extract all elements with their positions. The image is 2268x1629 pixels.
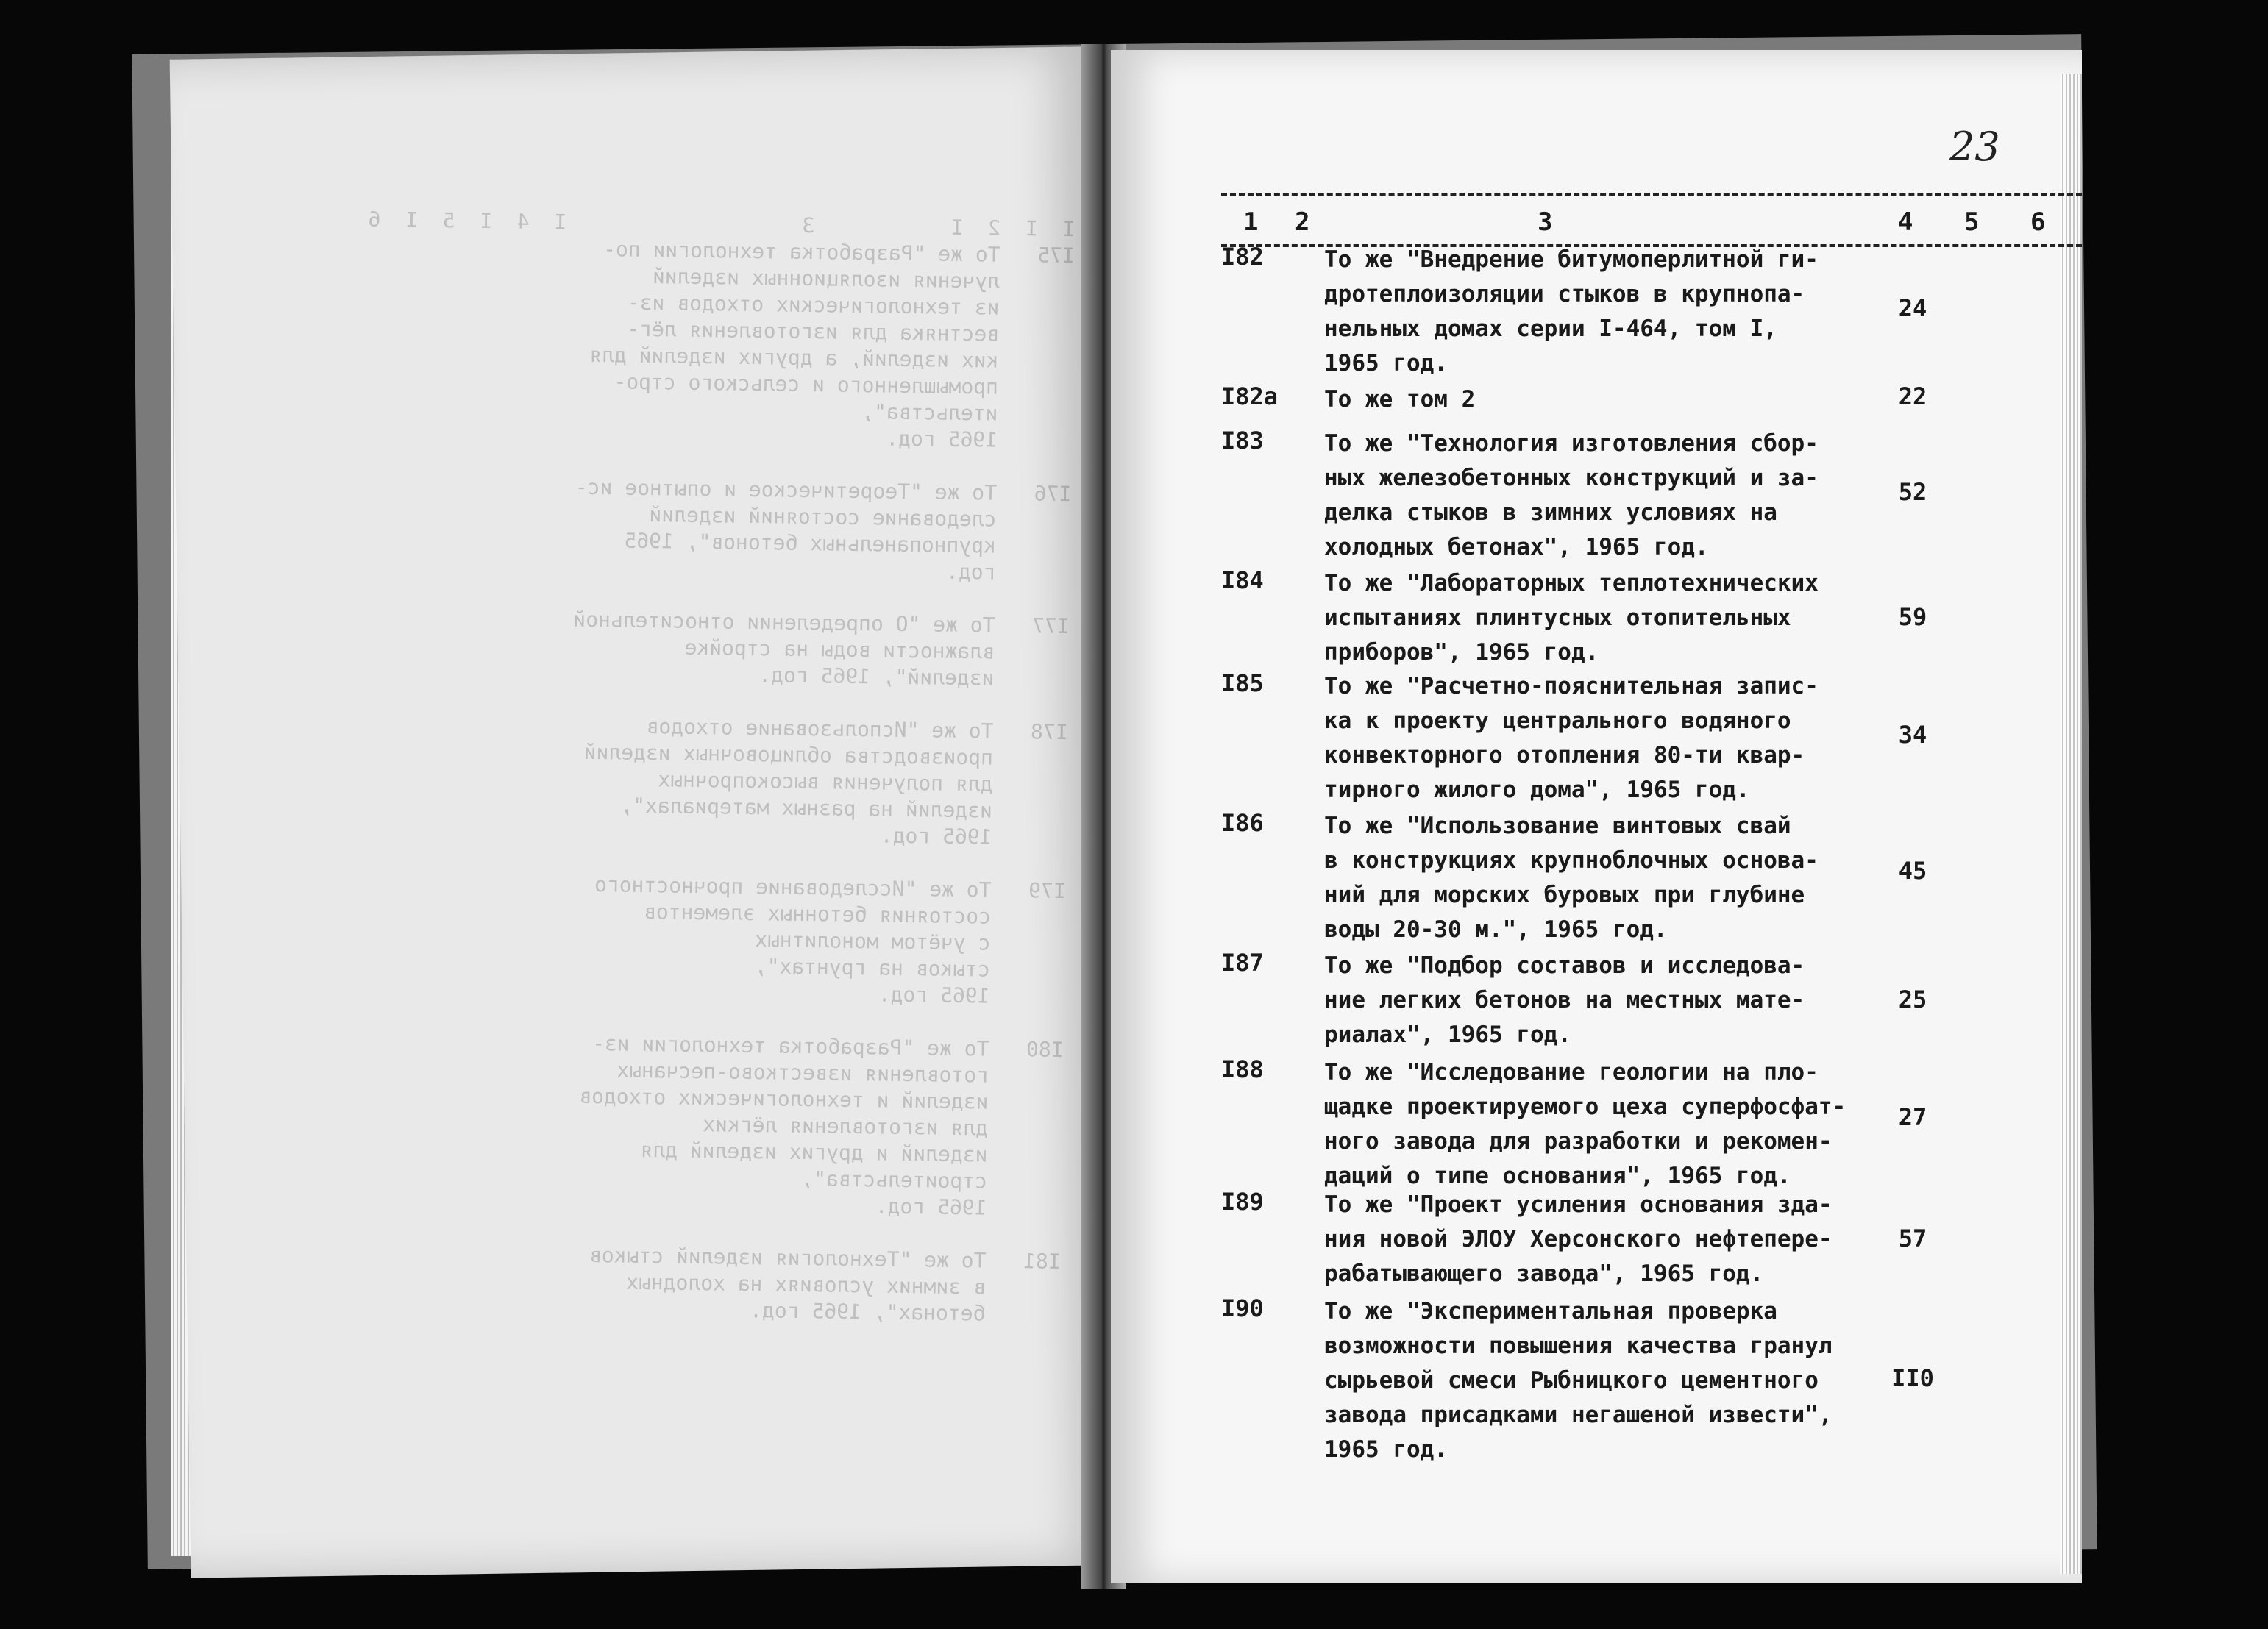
entry-description: То же "Подбор составов и исследова- ние легких бетонов на местных мате- риалах", 1965 год. [1324, 952, 1805, 1048]
entry-number: I84 [1221, 566, 1264, 594]
entry-description: То же "Экспериментальная проверка возможности повышения качества гранул сырьевой смеси Рыбницкого цементного завода присадками негашеной извести", 1965 год. [1324, 1298, 1832, 1463]
entry-description: То же "Расчетно-пояснительная запис- ка к проекту центрального водяного конвекторного отопления 80-ти квар- тирного жилого дома", 1965 год. [1324, 673, 1819, 803]
entry-description: То же том 2 [1324, 386, 1476, 413]
entry-pages: 34 [1898, 721, 1927, 749]
entry-pages: II0 [1891, 1364, 1934, 1392]
entry-pages: 52 [1898, 478, 1927, 506]
column-header-3: 3 [1538, 207, 1553, 237]
table-body [1221, 243, 2060, 1464]
column-header-4: 4 [1898, 207, 1913, 237]
entry-pages: 57 [1898, 1225, 1927, 1252]
entry-pages: 45 [1898, 857, 1927, 885]
left-page [170, 46, 1107, 1578]
entry-number: I88 [1221, 1055, 1264, 1083]
entry-description: То же "Технология изготовления сбор- ных железобетонных конструкций и за- делка стыков в зимних условиях на холодных бетонах", 1965 год. [1324, 430, 1819, 560]
entry-pages: 24 [1898, 294, 1927, 322]
column-header-5: 5 [1964, 207, 1980, 237]
table-top-rule [1221, 193, 2082, 196]
right-page-edges [2060, 74, 2082, 1574]
column-header-1: 1 [1243, 207, 1259, 237]
table-header [1221, 207, 2067, 244]
entry-pages: 27 [1898, 1103, 1927, 1131]
entry-number: I90 [1221, 1294, 1264, 1322]
entry-number: I85 [1221, 669, 1264, 697]
entry-number: I89 [1221, 1188, 1264, 1216]
column-header-2: 2 [1295, 207, 1310, 237]
entry-description: То же "Использование винтовых свай в конструкциях крупноблочных основа- ний для морских буровых при глубине воды 20-30 м.", 1965 год. [1324, 813, 1819, 943]
entry-number: I86 [1221, 809, 1264, 837]
entry-number: I82а [1221, 382, 1279, 410]
entry-pages: 22 [1898, 382, 1927, 410]
entry-description: То же "Внедрение битумоперлитной ги- дротеплоизоляции стыков в крупнопа- нельных домах серии I-464, том I, 1965 год. [1324, 246, 1819, 377]
entry-number: I83 [1221, 427, 1264, 455]
left-page-bleed-through: I I 2 I 3 I 4 I 5 I 6 I75 То же "Разработка технологии по- лучения изоляционных изделий из технологических отходов из- вестняка для изготовления лёг- ких изделий, а других изделий для промышленного и сельского стро- ительства", 1965 год. I76 То же "Теоретическое и опытное ис- следование состояний изделий крупнопанельных бетонов", 1965 год. I77 То же "О определении относительной влажности воды на стройке изделий", 1965 год. I78 То же "Использование отходов производства облицовочных изделий для получения высокопрочных изделий на разных материалах", 1965 год. I79 То же "Исследование прочностного состояния бетонных элементов с учётом монолитных стыков на грунтах", 1965 год. I80 То же "Разработка технологии из- готовления известково-песчаных изделий и технологических отходов для изготовления лёгких изделий и других изделий для строительства", 1965 год. I81 То же "Технология изделий стыков в зимних условиях на холодных бетонах", 1965 год. [368, 190, 1076, 1353]
entry-description: То же "Лабораторных теплотехнических испытаниях плинтусных отопительных приборов", 1965 год. [1324, 570, 1819, 666]
entry-description: То же "Исследование геологии на пло- щадке проектируемого цеха суперфосфат- ного завода для разработки и рекомен- даций о типе основания", 1965 год. [1324, 1059, 1846, 1189]
entry-description: То же "Проект усиления основания зда- ния новой ЭЛОУ Херсонского нефтепере- рабатывающего завода", 1965 год. [1324, 1191, 1832, 1287]
entry-pages: 25 [1898, 985, 1927, 1013]
column-header-6: 6 [2030, 207, 2046, 237]
page-number: 23 [1949, 124, 2000, 170]
entry-pages: 59 [1898, 603, 1927, 631]
entry-number: I82 [1221, 243, 1264, 271]
entry-number: I87 [1221, 949, 1264, 977]
